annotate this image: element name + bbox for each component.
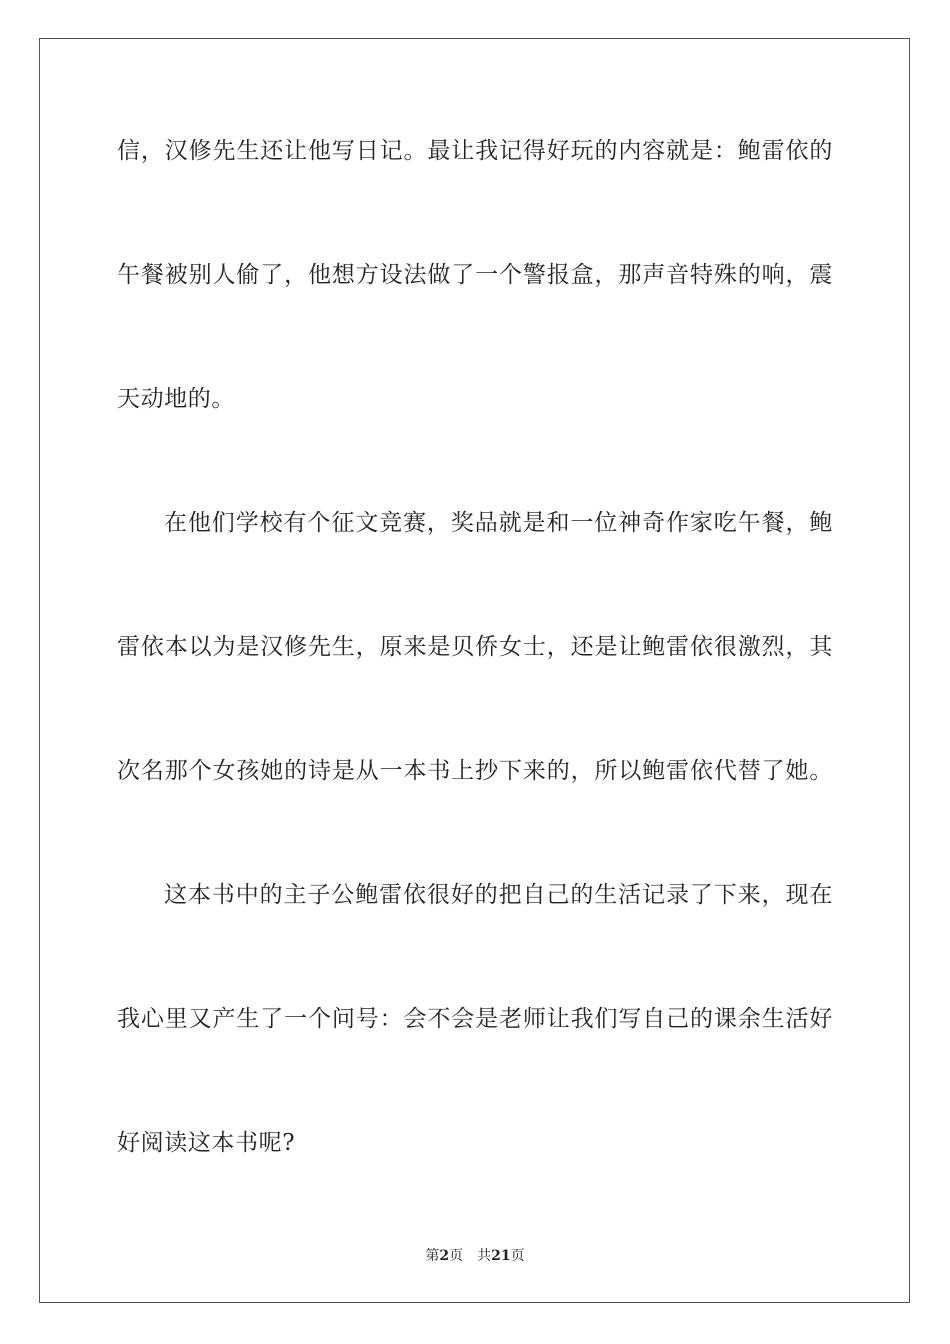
footer-page-prefix: 第 xyxy=(425,1248,440,1264)
body-line-9: 好阅读这本书呢? xyxy=(117,1130,296,1156)
footer-total-prefix: 共 xyxy=(477,1248,492,1264)
body-line-2: 午餐被别人偷了，他想方设法做了一个警报盒，那声音特殊的响，震 xyxy=(117,262,833,288)
body-line-8: 我心里又产生了一个问号：会不会是老师让我们写自己的课余生活好 xyxy=(117,1006,833,1032)
body-line-5: 雷依本以为是汉修先生，原来是贝侨女士，还是让鲍雷依很激烈，其 xyxy=(117,634,833,660)
body-line-7: 这本书中的主子公鲍雷依很好的把自己的生活记录了下来，现在 xyxy=(164,882,833,908)
body-line-4: 在他们学校有个征文竞赛，奖品就是和一位神奇作家吃午餐，鲍 xyxy=(164,510,833,536)
body-line-1: 信，汉修先生还让他写日记。最让我记得好玩的内容就是：鲍雷依的 xyxy=(117,138,833,164)
body-line-6: 次名那个女孩她的诗是从一本书上抄下来的，所以鲍雷依代替了她。 xyxy=(117,758,833,784)
footer-total-pages: 21 xyxy=(491,1248,511,1264)
page-footer xyxy=(0,1246,950,1266)
page-border xyxy=(39,38,910,1303)
footer-total-suffix: 页 xyxy=(510,1248,525,1264)
footer-page-suffix: 页 xyxy=(449,1248,464,1264)
footer-page-number: 2 xyxy=(439,1248,450,1264)
body-line-3: 天动地的。 xyxy=(117,386,235,412)
